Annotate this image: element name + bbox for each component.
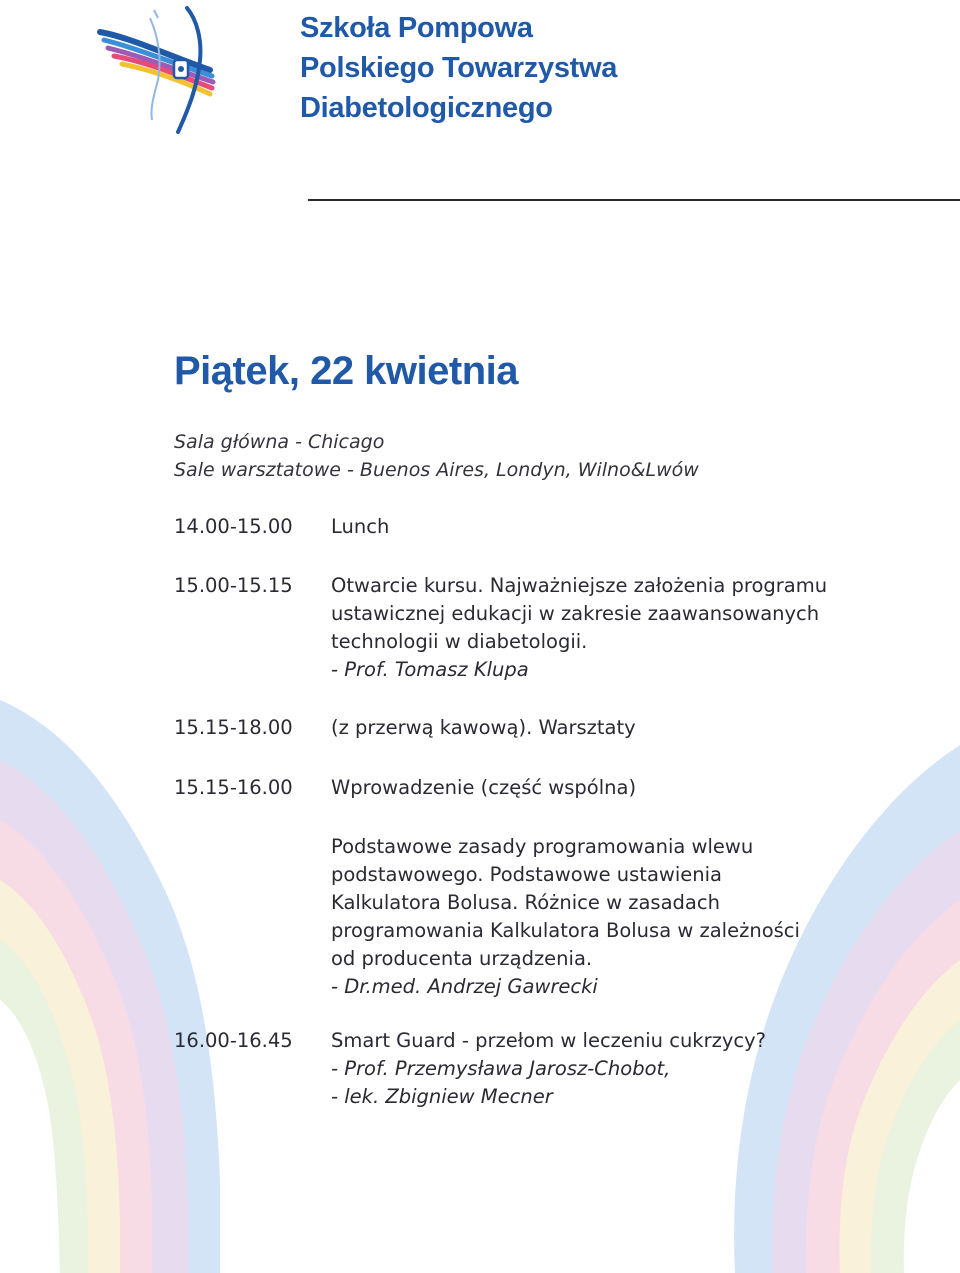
org-title-line: Szkoła Pompowa: [300, 12, 533, 44]
agenda-line: ustawicznej edukacji w zakresie zaawansowanych: [331, 602, 820, 625]
venue-line: Sale warsztatowe - Buenos Aires, Londyn, Wilno&Lwów: [174, 459, 699, 481]
agenda-speaker: - Prof. Przemysława Jarosz-Chobot,: [331, 1057, 671, 1080]
agenda-speaker: - lek. Zbigniew Mecner: [331, 1085, 553, 1108]
organization-title: [300, 8, 617, 128]
header-divider: [308, 199, 960, 201]
agenda-description: [331, 714, 801, 742]
agenda-description: [331, 513, 801, 541]
agenda-line: podstawowego. Podstawowe ustawienia: [331, 863, 722, 886]
agenda-description: [331, 572, 828, 684]
org-title-line: Diabetologicznego: [300, 92, 553, 124]
agenda-description: [331, 833, 801, 1001]
agenda-line: Podstawowe zasady programowania wlewu: [331, 835, 754, 858]
organization-logo: [92, 0, 232, 140]
venue-line: Sala główna - Chicago: [174, 431, 385, 453]
agenda-speaker: - Prof. Tomasz Klupa: [331, 658, 529, 681]
agenda-line: od producenta urządzenia.: [331, 947, 593, 970]
agenda-description: [331, 1027, 801, 1111]
venue-info: [174, 428, 699, 484]
agenda-speaker: - Dr.med. Andrzej Gawrecki: [331, 975, 598, 998]
agenda-line: (z przerwą kawową). Warsztaty: [331, 716, 636, 739]
agenda-line: programowania Kalkulatora Bolusa w zależności: [331, 919, 800, 942]
agenda-line: Otwarcie kursu. Najważniejsze założenia programu: [331, 574, 828, 597]
agenda-time: 15.15-16.00: [174, 776, 293, 799]
agenda-line: technologii w diabetologii.: [331, 630, 588, 653]
agenda-time: 15.00-15.15: [174, 574, 293, 597]
org-title-line: Polskiego Towarzystwa: [300, 52, 618, 84]
agenda-time: 14.00-15.00: [174, 515, 293, 538]
agenda-line: Kalkulatora Bolusa. Różnice w zasadach: [331, 891, 720, 914]
agenda-time: 15.15-18.00: [174, 716, 293, 739]
day-title: Piątek, 22 kwietnia: [174, 349, 519, 393]
agenda-line: Wprowadzenie (część wspólna): [331, 776, 637, 799]
agenda-description: [331, 774, 801, 802]
agenda-line: Smart Guard - przełom w leczeniu cukrzycy?: [331, 1029, 767, 1052]
agenda-time: 16.00-16.45: [174, 1029, 293, 1052]
agenda-line: Lunch: [331, 515, 390, 538]
